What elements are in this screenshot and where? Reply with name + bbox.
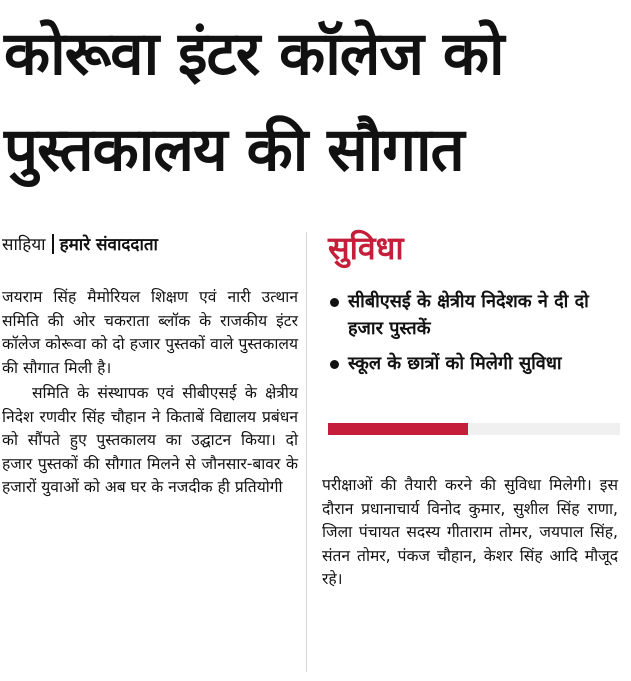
byline-separator xyxy=(52,234,54,254)
article-left-column xyxy=(2,286,298,500)
sidebar-heading: सुविधा xyxy=(328,229,404,267)
headline-line-1: कोरूवा इंटर कॉलेज को xyxy=(4,19,504,89)
sidebar-bullet-text: स्कूल के छात्रों को मिलेगी सुविधा xyxy=(348,353,562,374)
column-divider xyxy=(306,232,307,672)
article-paragraph-1: जयराम सिंह मैमोरियल शिक्षण एवं नारी उत्थान समिति की ओर चकराता ब्लॉक के राजकीय इंटर कॉलेज कोरूवा को दो हजार पुस्तकों वाले पुस्तकालय की सौगात मिली है। xyxy=(2,288,298,377)
byline-place: साहिया xyxy=(2,235,46,255)
byline-reporter: हमारे संवाददाता xyxy=(59,235,158,255)
sidebar-accent-bar xyxy=(328,423,620,435)
sidebar-bullet-list xyxy=(330,288,620,385)
article-paragraph-2: समिति के संस्थापक एवं सीबीएसई के क्षेत्रीय निदेश रणवीर सिंह चौहान ने किताबें विद्यालय प्रबंधन को सौंपते हुए पुस्तकालय का उद्घाटन किया। दो हजार पुस्तकों की सौगात मिलने से जौनसार-बावर के हजारों युवाओं को अब घर के नजदीक ही प्रतियोगी xyxy=(2,384,298,496)
article-right-column xyxy=(322,474,618,592)
byline xyxy=(2,232,302,255)
headline-line-2: पुस्तकालय की सौगात xyxy=(4,115,464,185)
bullet-dot-icon xyxy=(330,360,339,369)
sidebar-bullet-item xyxy=(330,350,620,377)
article-paragraph-3: परीक्षाओं की तैयारी करने की सुविधा मिलेगी। इस दौरान प्रधानाचार्य विनोद कुमार, सुशील सिंह राणा, जिला पंचायत सदस्य गीताराम तोमर, जयपाल सिंह, संतन तोमर, पंकज चौहान, केशर सिंह आदि मौजूद रहे। xyxy=(322,476,618,588)
sidebar-accent-bar-fill xyxy=(328,423,468,435)
sidebar-bullet-item xyxy=(330,288,620,342)
sidebar-bullet-text: सीबीएसई के क्षेत्रीय निदेशक ने दी दो हजार पुस्तकें xyxy=(348,291,589,339)
headline xyxy=(4,6,624,198)
bullet-dot-icon xyxy=(330,298,339,307)
